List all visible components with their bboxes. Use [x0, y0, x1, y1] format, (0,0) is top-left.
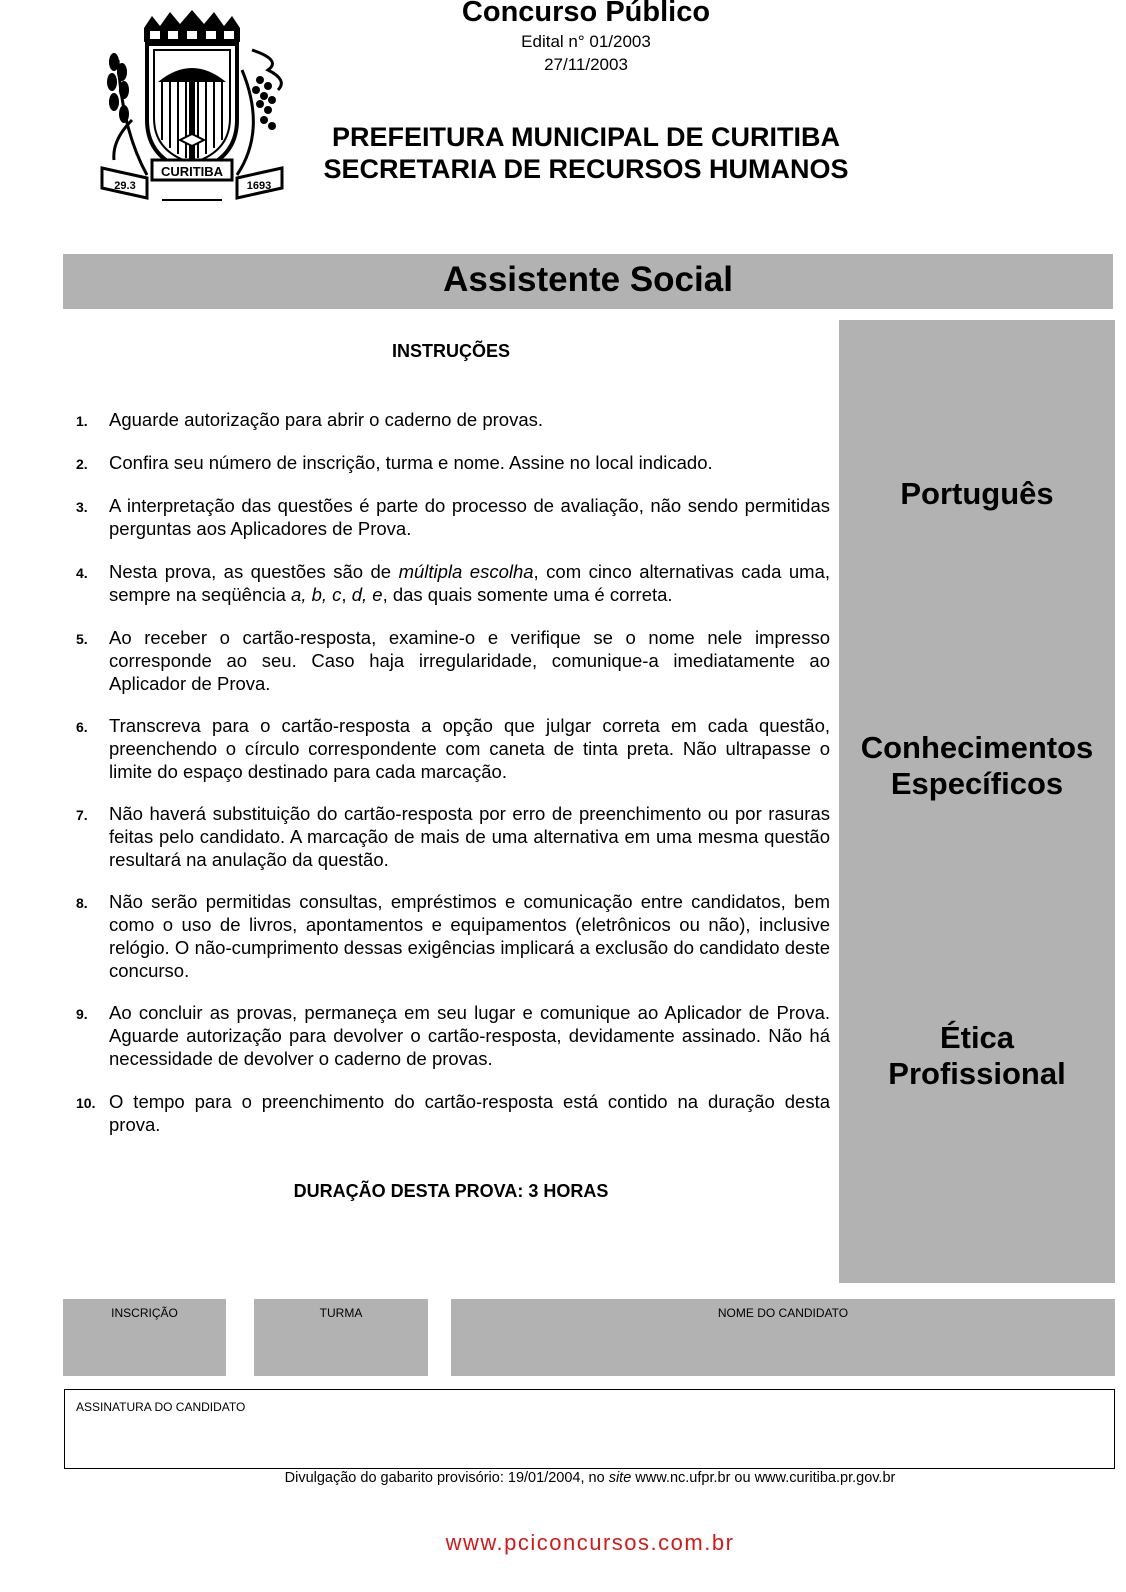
site-watermark: www.pciconcursos.com.br — [445, 1530, 735, 1555]
crest-right-year: 1693 — [246, 180, 272, 192]
instruction-text: Não serão permitidas consultas, empréstimos e comunicação entre candidatos, bem como o uso de livros, apontamentos e equipamentos (eletrônicos ou não), inclusive relógio. O não-cumprimento dessas exigências implicará a exclusão do candidato deste concurso. — [109, 891, 830, 981]
crest-banner-text: CURITIBA — [160, 164, 224, 179]
instruction-item — [76, 890, 830, 982]
nome-candidato-label: NOME DO CANDIDATO — [717, 1306, 849, 1320]
instruction-number: 5. — [76, 631, 88, 647]
turma-label: TURMA — [319, 1306, 363, 1320]
curitiba-coat-of-arms — [92, 10, 292, 210]
instruction-number: 1. — [76, 413, 88, 429]
instruction-item — [76, 802, 830, 871]
instruction-item — [76, 451, 830, 474]
instruction-number: 7. — [76, 807, 88, 823]
instruction-text: O tempo para o preenchimento do cartão-resposta está contido na duração desta prova. — [109, 1091, 830, 1135]
instruction-text: A interpretação das questões é parte do processo de avaliação, não sendo permitidas perguntas aos Aplicadores de Prova. — [109, 495, 830, 539]
instruction-text: Ao concluir as provas, permaneça em seu lugar e comunique ao Aplicador de Prova. Aguarde autorização para devolver o cartão-resposta, devidamente assinado. Não há necessidade de devolver o caderno de provas. — [109, 1002, 830, 1069]
instruction-item — [76, 1090, 830, 1136]
subjects-panel — [839, 320, 1115, 1283]
page-title: Concurso Público — [461, 0, 711, 28]
instruction-number: 10. — [76, 1095, 96, 1111]
instruction-number: 8. — [76, 895, 88, 911]
instruction-number: 9. — [76, 1006, 88, 1022]
subject-conhecimentos-especificos: Conhecimentos Específicos — [860, 730, 1094, 801]
assinatura-field[interactable] — [64, 1389, 1115, 1469]
exam-duration: DURAÇÃO DESTA PROVA: 3 HORAS — [293, 1181, 609, 1201]
instruction-number: 3. — [76, 499, 88, 515]
nome-candidato-field[interactable] — [451, 1299, 1115, 1376]
instruction-item — [76, 1001, 830, 1070]
instruction-item — [76, 408, 830, 431]
edital-number: Edital n° 01/2003 — [521, 32, 651, 51]
instruction-item — [76, 626, 830, 695]
inscricao-field[interactable] — [63, 1299, 226, 1376]
instruction-number: 4. — [76, 565, 88, 581]
edital-date: 27/11/2003 — [544, 55, 628, 74]
instruction-item — [76, 560, 830, 606]
instructions-heading: INSTRUÇÕES — [391, 341, 510, 361]
exam-title-bar — [63, 254, 1113, 309]
turma-field[interactable] — [254, 1299, 428, 1376]
instruction-text: Nesta prova, as questões são de múltipla escolha, com cinco alternativas cada uma, sempre na seqüência a, b, c, d, e, das quais somente uma é correta. — [109, 561, 830, 605]
instruction-number: 6. — [76, 719, 88, 735]
instruction-text: Aguarde autorização para abrir o caderno de provas. — [109, 409, 543, 430]
footer-note: Divulgação do gabarito provisório: 19/01/2004, no site www.nc.ufpr.br ou www.curitiba.pr.gov.br — [284, 1470, 896, 1486]
instruction-text: Ao receber o cartão-resposta, examine-o e verifique se o nome nele impresso corresponde ao seu. Caso haja irregularidade, comunique-a imediatamente ao Aplicador de Prova. — [109, 627, 830, 694]
exam-title: Assistente Social — [443, 260, 733, 299]
subject-etica-profissional: Ética Profissional — [888, 1020, 1066, 1091]
instruction-text: Transcreva para o cartão-resposta a opção que julgar correta em cada questão, preenchendo o círculo correspondente com caneta de tinta preta. Não ultrapasse o limite do espaço destinado para cada marcação. — [109, 715, 830, 782]
instruction-item — [76, 714, 830, 783]
inscricao-label: INSCRIÇÃO — [111, 1306, 178, 1320]
department-name: SECRETARIA DE RECURSOS HUMANOS — [323, 154, 849, 184]
crest-left-year: 29.3 — [114, 180, 136, 192]
instruction-number: 2. — [76, 456, 88, 472]
assinatura-label: ASSINATURA DO CANDIDATO — [76, 1400, 246, 1414]
subject-portugues: Português — [900, 476, 1054, 511]
instruction-item — [76, 494, 830, 540]
instruction-text: Não haverá substituição do cartão-resposta por erro de preenchimento ou por rasuras feitas pelo candidato. A marcação de mais de uma alternativa em uma mesma questão resultará na anulação da questão. — [109, 803, 830, 870]
organization-name: PREFEITURA MUNICIPAL DE CURITIBA — [331, 122, 840, 152]
instruction-text: Confira seu número de inscrição, turma e nome. Assine no local indicado. — [109, 452, 713, 473]
